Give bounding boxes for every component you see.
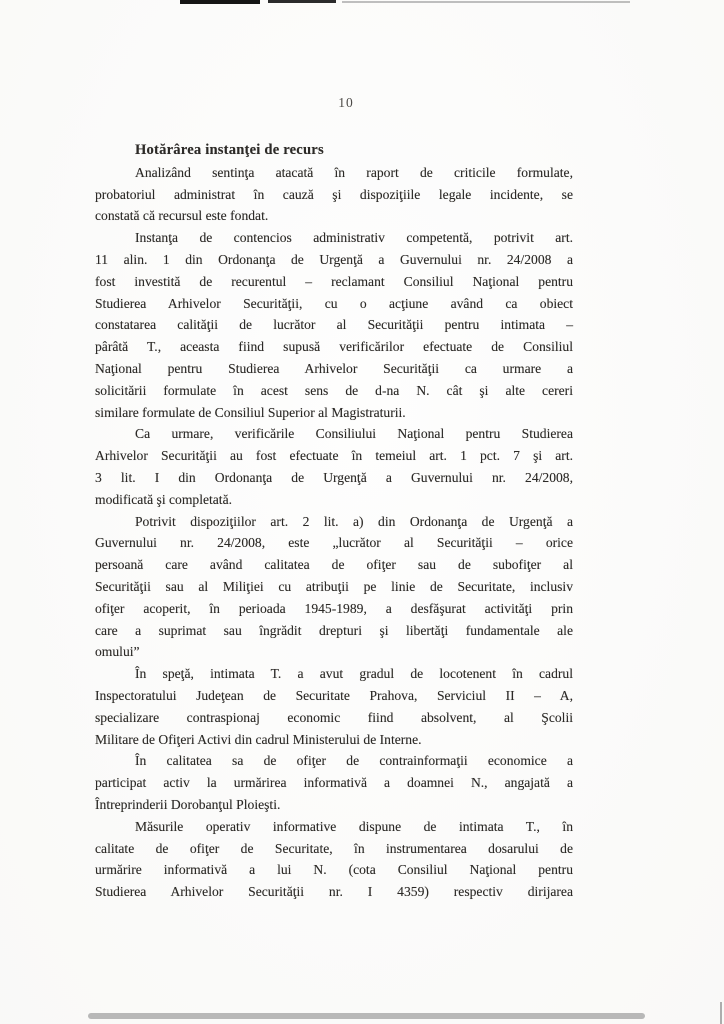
text-line: Militare de Ofiţeri Activi din cadrul Ministerului de Interne.	[95, 731, 422, 747]
text-line: Arhivelor Securităţii au fost efectuate în temeiul art. 1 pct. 7 şi art.	[95, 448, 573, 464]
scan-artifact-top-edge	[342, 1, 630, 3]
text-line: Instanţa de contencios administrativ competentă, potrivit art.	[135, 230, 573, 246]
text-line: constatarea calităţii de lucrător al Securităţii pentru intimata –	[95, 317, 573, 333]
text-line: Studierea Arhivelor Securităţii nr. I 4359) respectiv dirijarea	[95, 884, 573, 900]
paragraph	[95, 663, 573, 750]
text-line: Inspectoratului Judeţean de Securitate Prahova, Serviciul II – A,	[95, 687, 573, 703]
text-line: similare formulate de Consiliul Superior al Magistraturii.	[95, 404, 406, 420]
paragraph	[95, 750, 573, 815]
text-line: Potrivit dispoziţiilor art. 2 lit. a) din Ordonanţa de Urgenţă a	[135, 513, 573, 529]
text-line: constată că recursul este fondat.	[95, 208, 269, 224]
text-line: persoană care având calitatea de ofiţer sau de subofiţer al	[95, 557, 573, 573]
scan-artifact-top-edge	[180, 0, 260, 4]
scan-artifact-bottom-band	[88, 1013, 645, 1019]
text-line: fost investită de recurentul – reclamant Consiliul Naţional pentru	[95, 273, 573, 289]
scan-artifact-top-edge	[268, 0, 336, 3]
text-line: Analizând sentinţa atacată în raport de criticile formulate,	[135, 164, 573, 180]
text-line: urmărire informativă a lui N. (cota Consiliul Naţional pentru	[95, 862, 573, 878]
text-block	[95, 140, 573, 903]
text-line: 3 lit. I din Ordonanţa de Urgenţă a Guvernului nr. 24/2008,	[95, 469, 573, 485]
text-line: participat activ la urmărirea informativă a doamnei N., angajată a	[95, 775, 573, 791]
text-line: omului”	[95, 644, 140, 660]
text-line: Întreprinderii Dorobanţul Ploieşti.	[95, 796, 281, 812]
paragraph	[95, 816, 573, 903]
text-line: În speţă, intimata T. a avut gradul de locotenent în cadrul	[135, 666, 573, 682]
text-line: Securităţii sau al Miliţiei cu atribuţii pe linie de Securitate, inclusiv	[95, 578, 573, 594]
paragraph	[95, 227, 573, 423]
text-line: Studierea Arhivelor Securităţii, cu o acţiune având ca obiect	[95, 295, 573, 311]
text-line: solicitării formulate în acest sens de d-na N. cât şi alte cereri	[95, 382, 573, 398]
text-line: probatoriul administrat în cauză şi dispoziţiile legale incidente, se	[95, 186, 573, 202]
text-line: pârâtă T., aceasta fiind supusă verificărilor efectuate de Consiliul	[95, 339, 573, 355]
text-line: În calitatea sa de ofiţer de contrainformaţii economice a	[135, 753, 573, 769]
text-line: modificată şi completată.	[95, 491, 233, 507]
paragraph	[95, 162, 573, 227]
scan-artifact-right-edge	[720, 1002, 722, 1024]
text-line: care a suprimat sau îngrădit drepturi şi libertăţi fundamentale ale	[95, 622, 573, 638]
text-line: 11 alin. 1 din Ordonanţa de Urgenţă a Guvernului nr. 24/2008 a	[95, 251, 573, 267]
paragraph	[95, 423, 573, 510]
page-number: 10	[338, 95, 354, 110]
paragraph	[95, 511, 573, 664]
text-line: Guvernului nr. 24/2008, este „lucrător al Securităţii – orice	[95, 535, 573, 551]
text-line: Ca urmare, verificările Consiliului Naţional pentru Studierea	[135, 426, 573, 442]
text-line: Măsurile operativ informative dispune de intimata T., în	[135, 818, 573, 834]
text-line: Naţional pentru Studierea Arhivelor Securităţii ca urmare a	[95, 360, 573, 376]
text-line: specializare contraspionaj economic fiind absolvent, al Şcolii	[95, 709, 573, 725]
paragraphs	[95, 162, 573, 903]
section-heading: Hotărârea instanţei de recurs	[135, 142, 324, 158]
text-line: ofiţer acoperit, în perioada 1945-1989, a desfăşurat activităţi prin	[95, 600, 573, 616]
text-line: calitate de ofiţer de Securitate, în instrumentarea dosarului de	[95, 840, 573, 856]
